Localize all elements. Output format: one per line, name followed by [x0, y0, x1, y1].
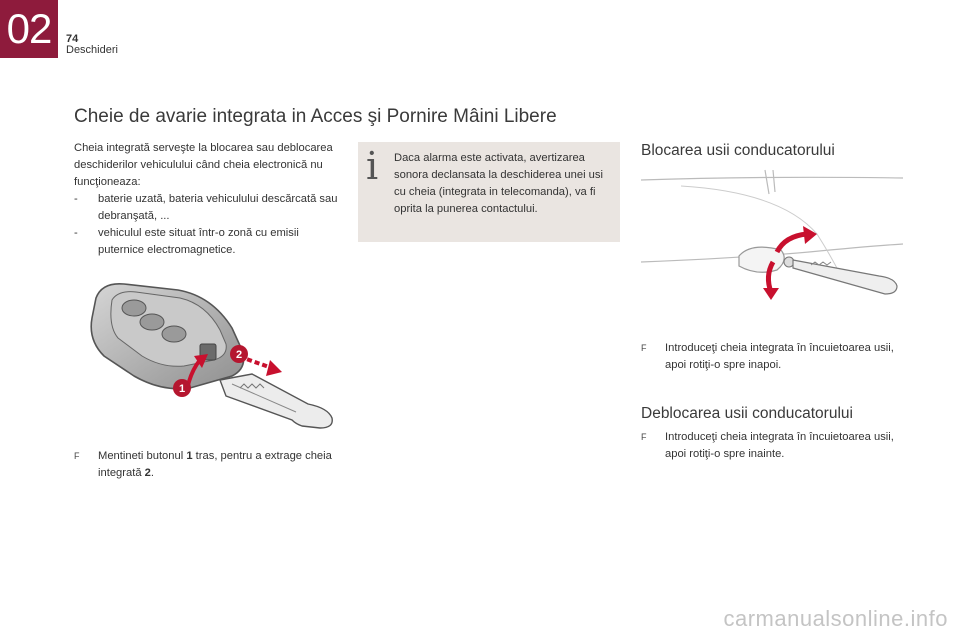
bullet-dash: - [74, 227, 78, 239]
unlock-step-text: Introduceţi cheia integrata în încuietoarea usii, apoi rotiţi-o spre inainte. [665, 431, 894, 460]
page-number: 74 [66, 33, 79, 45]
trunk-button-icon [162, 326, 186, 342]
callout-1-label: 1 [178, 383, 186, 395]
extract-key-step [74, 448, 344, 482]
door-pillar [765, 170, 775, 194]
intro-bullet [74, 191, 344, 225]
intro-text [74, 140, 344, 259]
bullet-text: baterie uzată, bateria vehiculului descărcată sau debranşată, ... [98, 193, 338, 222]
step-flag-icon: F [641, 343, 647, 353]
extract-key-text: Mentineti butonul 1 tras, pentru a extrage cheia integrată 2. [98, 450, 332, 479]
key-blade [220, 374, 332, 428]
info-box [358, 142, 620, 242]
callout-2-label: 2 [235, 349, 243, 361]
lock-step-text: Introduceţi cheia integrata în încuietoarea usii, apoi rotiţi-o spre inapoi. [665, 342, 894, 371]
step-flag-icon: F [641, 432, 647, 442]
watermark: carmanualsonline.info [723, 606, 948, 631]
chapter-number-tab: 02 [0, 0, 58, 58]
info-icon: i [366, 144, 379, 188]
rotate-down-arrow [768, 262, 773, 292]
bullet-text: vehiculul este situat într-o zonă cu emisii puternice electromagnetice. [98, 227, 299, 256]
info-text: Daca alarma este activata, avertizarea sonora declansata la deschiderea unei usi cu cheia (integrata in telecomanda), va fi oprita la punerea contactului. [394, 152, 603, 215]
lock-step [641, 340, 911, 374]
unlock-button-icon [140, 314, 164, 330]
door-outline [641, 177, 903, 180]
unlock-step [641, 429, 911, 463]
unlock-heading: Deblocarea usii conducatorului [641, 405, 853, 422]
intro-bullet [74, 225, 344, 259]
key-fob-illustration [82, 276, 344, 444]
pull-arrow-head [266, 360, 282, 376]
key-ref: 2 [144, 467, 151, 479]
page-title: Cheie de avarie integrata in Acces şi Pornire Mâini Libere [74, 106, 557, 127]
button-ref: 1 [186, 450, 193, 462]
step-flag-icon: F [74, 451, 80, 461]
rotate-back-arrow-head [803, 226, 817, 244]
lock-button-icon [122, 300, 146, 316]
lock-heading: Blocarea usii conducatorului [641, 142, 835, 159]
intro-paragraph: Cheia integrată serveşte la blocarea sau deblocarea deschiderilor vehiculului când cheia electronică nu funcţioneaza: [74, 142, 333, 188]
door-lock-illustration [641, 166, 905, 316]
rotate-back-arrow [777, 234, 807, 252]
inserted-key-blade [793, 260, 897, 294]
bullet-dash: - [74, 193, 78, 205]
section-name: Deschideri [66, 44, 118, 56]
rotate-down-arrow-head [763, 288, 779, 300]
